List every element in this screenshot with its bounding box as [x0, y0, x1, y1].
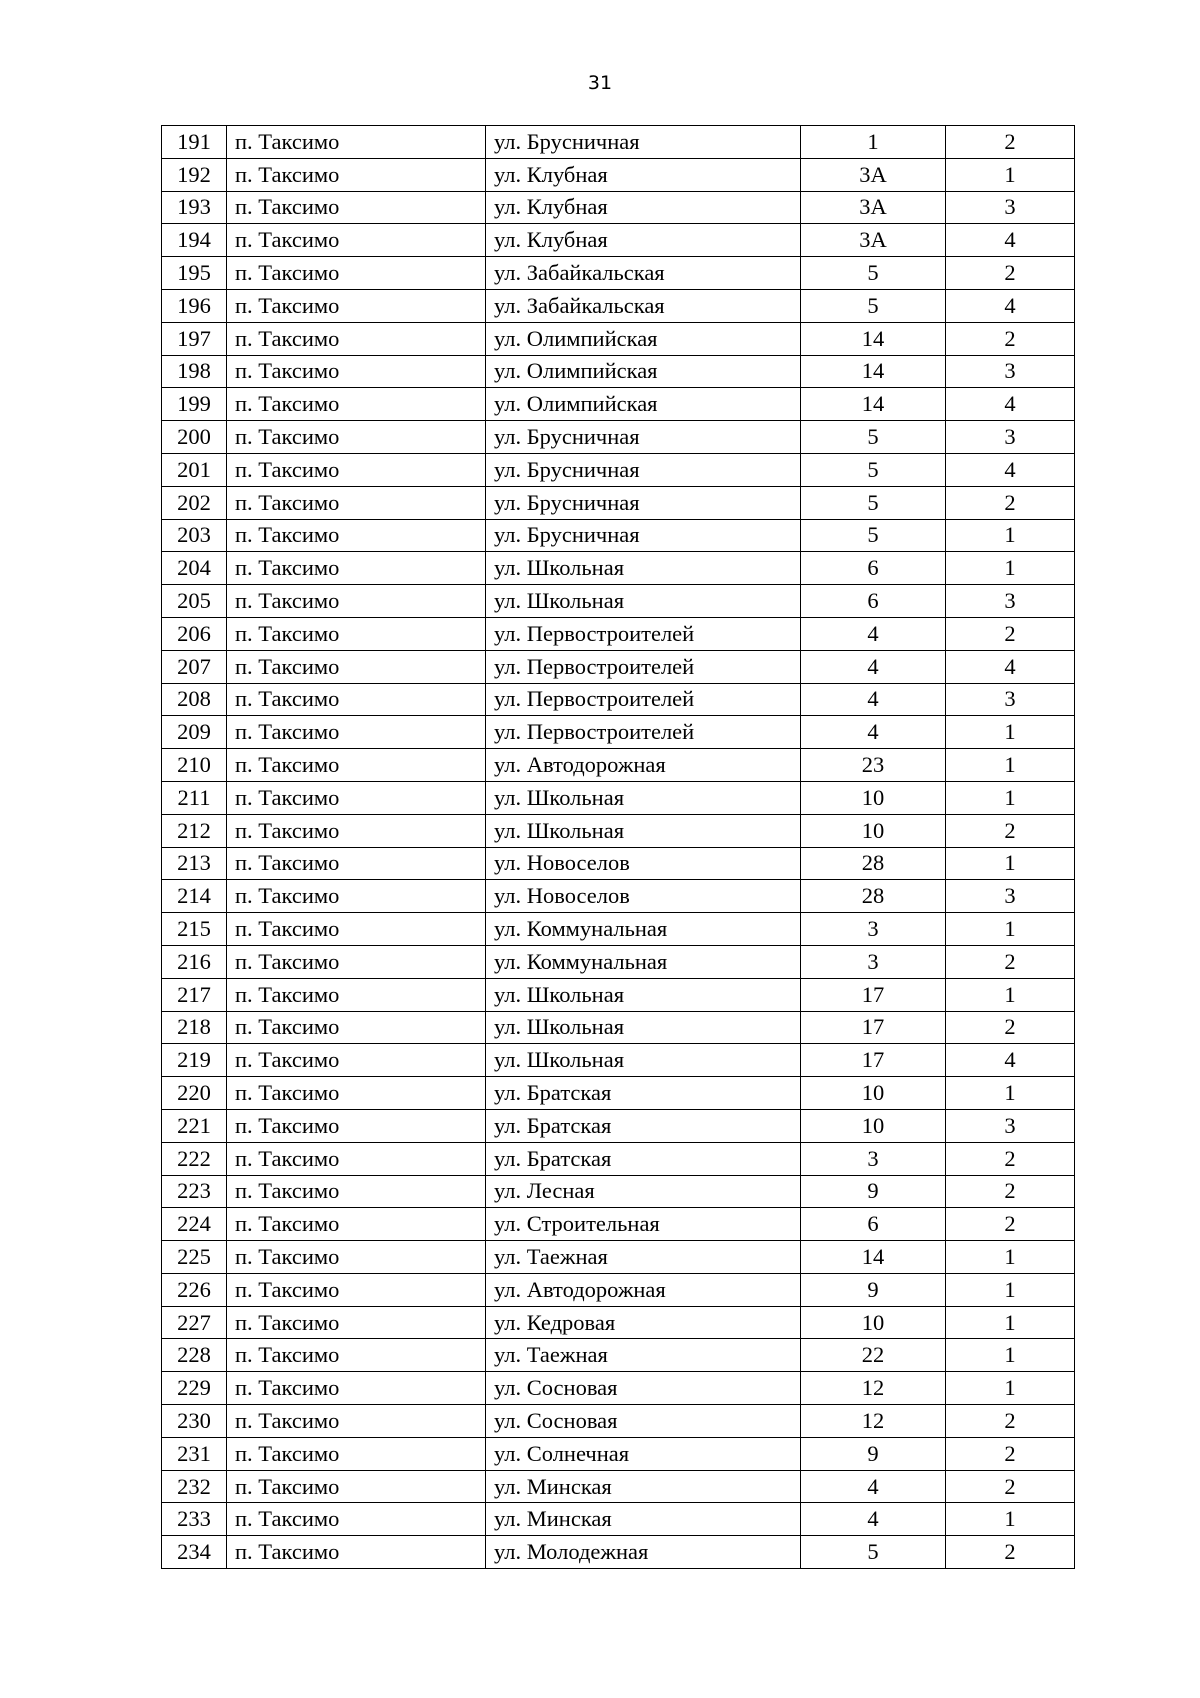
- row-number-cell: 206: [162, 617, 227, 650]
- settlement-cell: п. Таксимо: [227, 1372, 486, 1405]
- settlement-cell: п. Таксимо: [227, 421, 486, 454]
- street-cell: ул. Клубная: [486, 224, 801, 257]
- settlement-cell: п. Таксимо: [227, 781, 486, 814]
- settlement-cell: п. Таксимо: [227, 1273, 486, 1306]
- row-number-cell: 191: [162, 126, 227, 159]
- street-cell: ул. Клубная: [486, 191, 801, 224]
- house-number-cell: 6: [801, 1208, 946, 1241]
- street-cell: ул. Братская: [486, 1109, 801, 1142]
- entrance-cell: 1: [946, 519, 1075, 552]
- entrance-cell: 2: [946, 1437, 1075, 1470]
- settlement-cell: п. Таксимо: [227, 1339, 486, 1372]
- row-number-cell: 200: [162, 421, 227, 454]
- house-number-cell: 28: [801, 880, 946, 913]
- settlement-cell: п. Таксимо: [227, 847, 486, 880]
- house-number-cell: 5: [801, 421, 946, 454]
- row-number-cell: 218: [162, 1011, 227, 1044]
- settlement-cell: п. Таксимо: [227, 1241, 486, 1274]
- street-cell: ул. Первостроителей: [486, 716, 801, 749]
- house-number-cell: 3: [801, 1142, 946, 1175]
- table-row: [162, 617, 1075, 650]
- settlement-cell: п. Таксимо: [227, 289, 486, 322]
- street-cell: ул. Новоселов: [486, 847, 801, 880]
- table-row: [162, 716, 1075, 749]
- house-number-cell: 5: [801, 1536, 946, 1569]
- street-cell: ул. Брусничная: [486, 126, 801, 159]
- street-cell: ул. Олимпийская: [486, 322, 801, 355]
- house-number-cell: 3А: [801, 224, 946, 257]
- street-cell: ул. Таежная: [486, 1339, 801, 1372]
- entrance-cell: 2: [946, 322, 1075, 355]
- entrance-cell: 2: [946, 1208, 1075, 1241]
- page-number: 31: [587, 72, 613, 94]
- row-number-cell: 221: [162, 1109, 227, 1142]
- entrance-cell: 1: [946, 1077, 1075, 1110]
- table-row: [162, 1536, 1075, 1569]
- house-number-cell: 5: [801, 486, 946, 519]
- entrance-cell: 3: [946, 355, 1075, 388]
- house-number-cell: 5: [801, 519, 946, 552]
- table-row: [162, 1109, 1075, 1142]
- house-number-cell: 3А: [801, 191, 946, 224]
- settlement-cell: п. Таксимо: [227, 552, 486, 585]
- table-row: [162, 552, 1075, 585]
- entrance-cell: 2: [946, 1175, 1075, 1208]
- settlement-cell: п. Таксимо: [227, 388, 486, 421]
- house-number-cell: 22: [801, 1339, 946, 1372]
- table-row: [162, 1142, 1075, 1175]
- street-cell: ул. Школьная: [486, 1044, 801, 1077]
- street-cell: ул. Сосновая: [486, 1405, 801, 1438]
- row-number-cell: 227: [162, 1306, 227, 1339]
- entrance-cell: 4: [946, 1044, 1075, 1077]
- house-number-cell: 14: [801, 388, 946, 421]
- settlement-cell: п. Таксимо: [227, 322, 486, 355]
- entrance-cell: 3: [946, 880, 1075, 913]
- settlement-cell: п. Таксимо: [227, 1142, 486, 1175]
- street-cell: ул. Первостроителей: [486, 617, 801, 650]
- row-number-cell: 207: [162, 650, 227, 683]
- row-number-cell: 219: [162, 1044, 227, 1077]
- settlement-cell: п. Таксимо: [227, 453, 486, 486]
- entrance-cell: 1: [946, 158, 1075, 191]
- table-row: [162, 1339, 1075, 1372]
- house-number-cell: 14: [801, 355, 946, 388]
- row-number-cell: 214: [162, 880, 227, 913]
- entrance-cell: 4: [946, 224, 1075, 257]
- house-number-cell: 14: [801, 322, 946, 355]
- table-row: [162, 1273, 1075, 1306]
- entrance-cell: 1: [946, 1241, 1075, 1274]
- table-row: [162, 1077, 1075, 1110]
- entrance-cell: 1: [946, 1372, 1075, 1405]
- street-cell: ул. Школьная: [486, 814, 801, 847]
- row-number-cell: 212: [162, 814, 227, 847]
- settlement-cell: п. Таксимо: [227, 126, 486, 159]
- house-number-cell: 12: [801, 1372, 946, 1405]
- settlement-cell: п. Таксимо: [227, 585, 486, 618]
- house-number-cell: 14: [801, 1241, 946, 1274]
- street-cell: ул. Новоселов: [486, 880, 801, 913]
- street-cell: ул. Молодежная: [486, 1536, 801, 1569]
- house-number-cell: 10: [801, 1109, 946, 1142]
- row-number-cell: 217: [162, 978, 227, 1011]
- table-row: [162, 650, 1075, 683]
- settlement-cell: п. Таксимо: [227, 683, 486, 716]
- house-number-cell: 28: [801, 847, 946, 880]
- row-number-cell: 215: [162, 913, 227, 946]
- entrance-cell: 1: [946, 1503, 1075, 1536]
- table-row: [162, 289, 1075, 322]
- settlement-cell: п. Таксимо: [227, 814, 486, 847]
- street-cell: ул. Строительная: [486, 1208, 801, 1241]
- row-number-cell: 220: [162, 1077, 227, 1110]
- settlement-cell: п. Таксимо: [227, 1044, 486, 1077]
- row-number-cell: 205: [162, 585, 227, 618]
- street-cell: ул. Брусничная: [486, 421, 801, 454]
- entrance-cell: 1: [946, 781, 1075, 814]
- row-number-cell: 199: [162, 388, 227, 421]
- settlement-cell: п. Таксимо: [227, 1405, 486, 1438]
- table-row: [162, 388, 1075, 421]
- street-cell: ул. Автодорожная: [486, 749, 801, 782]
- house-number-cell: 1: [801, 126, 946, 159]
- settlement-cell: п. Таксимо: [227, 519, 486, 552]
- settlement-cell: п. Таксимо: [227, 257, 486, 290]
- street-cell: ул. Таежная: [486, 1241, 801, 1274]
- settlement-cell: п. Таксимо: [227, 945, 486, 978]
- settlement-cell: п. Таксимо: [227, 224, 486, 257]
- street-cell: ул. Автодорожная: [486, 1273, 801, 1306]
- house-number-cell: 10: [801, 1306, 946, 1339]
- house-number-cell: 4: [801, 683, 946, 716]
- house-number-cell: 17: [801, 1011, 946, 1044]
- entrance-cell: 3: [946, 585, 1075, 618]
- entrance-cell: 3: [946, 191, 1075, 224]
- street-cell: ул. Сосновая: [486, 1372, 801, 1405]
- house-number-cell: 10: [801, 1077, 946, 1110]
- row-number-cell: 203: [162, 519, 227, 552]
- settlement-cell: п. Таксимо: [227, 1109, 486, 1142]
- table-row: [162, 1011, 1075, 1044]
- street-cell: ул. Брусничная: [486, 519, 801, 552]
- row-number-cell: 198: [162, 355, 227, 388]
- table-row: [162, 224, 1075, 257]
- settlement-cell: п. Таксимо: [227, 486, 486, 519]
- table-row: [162, 1437, 1075, 1470]
- settlement-cell: п. Таксимо: [227, 880, 486, 913]
- table-row: [162, 486, 1075, 519]
- table-row: [162, 519, 1075, 552]
- house-number-cell: 17: [801, 1044, 946, 1077]
- entrance-cell: 1: [946, 1273, 1075, 1306]
- street-cell: ул. Олимпийская: [486, 388, 801, 421]
- settlement-cell: п. Таксимо: [227, 1077, 486, 1110]
- table-row: [162, 585, 1075, 618]
- table-row: [162, 1241, 1075, 1274]
- settlement-cell: п. Таксимо: [227, 158, 486, 191]
- settlement-cell: п. Таксимо: [227, 913, 486, 946]
- house-number-cell: 4: [801, 1470, 946, 1503]
- settlement-cell: п. Таксимо: [227, 1011, 486, 1044]
- street-cell: ул. Коммунальная: [486, 913, 801, 946]
- table-row: [162, 158, 1075, 191]
- entrance-cell: 4: [946, 453, 1075, 486]
- entrance-cell: 1: [946, 552, 1075, 585]
- settlement-cell: п. Таксимо: [227, 1208, 486, 1241]
- settlement-cell: п. Таксимо: [227, 355, 486, 388]
- house-number-cell: 5: [801, 453, 946, 486]
- row-number-cell: 223: [162, 1175, 227, 1208]
- settlement-cell: п. Таксимо: [227, 191, 486, 224]
- table-row: [162, 683, 1075, 716]
- table-row: [162, 1208, 1075, 1241]
- house-number-cell: 3: [801, 913, 946, 946]
- house-number-cell: 4: [801, 1503, 946, 1536]
- entrance-cell: 2: [946, 126, 1075, 159]
- row-number-cell: 232: [162, 1470, 227, 1503]
- row-number-cell: 225: [162, 1241, 227, 1274]
- row-number-cell: 195: [162, 257, 227, 290]
- entrance-cell: 1: [946, 1339, 1075, 1372]
- street-cell: ул. Брусничная: [486, 453, 801, 486]
- house-number-cell: 10: [801, 814, 946, 847]
- row-number-cell: 234: [162, 1536, 227, 1569]
- entrance-cell: 1: [946, 749, 1075, 782]
- street-cell: ул. Первостроителей: [486, 650, 801, 683]
- entrance-cell: 2: [946, 617, 1075, 650]
- house-number-cell: 3: [801, 945, 946, 978]
- table-row: [162, 322, 1075, 355]
- entrance-cell: 2: [946, 945, 1075, 978]
- table-row: [162, 421, 1075, 454]
- row-number-cell: 211: [162, 781, 227, 814]
- table-row: [162, 945, 1075, 978]
- street-cell: ул. Олимпийская: [486, 355, 801, 388]
- row-number-cell: 204: [162, 552, 227, 585]
- row-number-cell: 193: [162, 191, 227, 224]
- table-row: [162, 1175, 1075, 1208]
- entrance-cell: 2: [946, 486, 1075, 519]
- entrance-cell: 4: [946, 289, 1075, 322]
- row-number-cell: 197: [162, 322, 227, 355]
- row-number-cell: 226: [162, 1273, 227, 1306]
- house-number-cell: 9: [801, 1437, 946, 1470]
- settlement-cell: п. Таксимо: [227, 978, 486, 1011]
- table-row: [162, 257, 1075, 290]
- entrance-cell: 3: [946, 683, 1075, 716]
- house-number-cell: 12: [801, 1405, 946, 1438]
- row-number-cell: 202: [162, 486, 227, 519]
- street-cell: ул. Братская: [486, 1077, 801, 1110]
- table-row: [162, 814, 1075, 847]
- entrance-cell: 2: [946, 814, 1075, 847]
- street-cell: ул. Минская: [486, 1503, 801, 1536]
- house-number-cell: 4: [801, 716, 946, 749]
- street-cell: ул. Школьная: [486, 978, 801, 1011]
- street-cell: ул. Брусничная: [486, 486, 801, 519]
- table-row: [162, 1044, 1075, 1077]
- table-row: [162, 880, 1075, 913]
- house-number-cell: 23: [801, 749, 946, 782]
- street-cell: ул. Школьная: [486, 781, 801, 814]
- table-row: [162, 126, 1075, 159]
- row-number-cell: 228: [162, 1339, 227, 1372]
- entrance-cell: 1: [946, 716, 1075, 749]
- entrance-cell: 2: [946, 1405, 1075, 1438]
- settlement-cell: п. Таксимо: [227, 1437, 486, 1470]
- settlement-cell: п. Таксимо: [227, 650, 486, 683]
- row-number-cell: 231: [162, 1437, 227, 1470]
- table-row: [162, 913, 1075, 946]
- settlement-cell: п. Таксимо: [227, 1306, 486, 1339]
- entrance-cell: 2: [946, 1536, 1075, 1569]
- entrance-cell: 2: [946, 1011, 1075, 1044]
- street-cell: ул. Кедровая: [486, 1306, 801, 1339]
- row-number-cell: 222: [162, 1142, 227, 1175]
- street-cell: ул. Школьная: [486, 552, 801, 585]
- row-number-cell: 230: [162, 1405, 227, 1438]
- settlement-cell: п. Таксимо: [227, 1175, 486, 1208]
- table-row: [162, 978, 1075, 1011]
- street-cell: ул. Лесная: [486, 1175, 801, 1208]
- table-row: [162, 355, 1075, 388]
- row-number-cell: 233: [162, 1503, 227, 1536]
- entrance-cell: 1: [946, 978, 1075, 1011]
- settlement-cell: п. Таксимо: [227, 617, 486, 650]
- house-number-cell: 4: [801, 650, 946, 683]
- settlement-cell: п. Таксимо: [227, 1503, 486, 1536]
- table-row: [162, 847, 1075, 880]
- entrance-cell: 1: [946, 1306, 1075, 1339]
- address-table: [161, 125, 1075, 1569]
- settlement-cell: п. Таксимо: [227, 749, 486, 782]
- entrance-cell: 3: [946, 1109, 1075, 1142]
- house-number-cell: 6: [801, 552, 946, 585]
- settlement-cell: п. Таксимо: [227, 1536, 486, 1569]
- row-number-cell: 213: [162, 847, 227, 880]
- entrance-cell: 1: [946, 913, 1075, 946]
- entrance-cell: 4: [946, 388, 1075, 421]
- street-cell: ул. Коммунальная: [486, 945, 801, 978]
- settlement-cell: п. Таксимо: [227, 716, 486, 749]
- entrance-cell: 2: [946, 257, 1075, 290]
- house-number-cell: 9: [801, 1175, 946, 1208]
- row-number-cell: 216: [162, 945, 227, 978]
- house-number-cell: 9: [801, 1273, 946, 1306]
- house-number-cell: 5: [801, 257, 946, 290]
- row-number-cell: 196: [162, 289, 227, 322]
- entrance-cell: 2: [946, 1470, 1075, 1503]
- row-number-cell: 210: [162, 749, 227, 782]
- entrance-cell: 2: [946, 1142, 1075, 1175]
- street-cell: ул. Солнечная: [486, 1437, 801, 1470]
- street-cell: ул. Школьная: [486, 585, 801, 618]
- table-row: [162, 1405, 1075, 1438]
- table-row: [162, 1470, 1075, 1503]
- house-number-cell: 10: [801, 781, 946, 814]
- table-row: [162, 191, 1075, 224]
- row-number-cell: 201: [162, 453, 227, 486]
- table-row: [162, 453, 1075, 486]
- street-cell: ул. Забайкальская: [486, 289, 801, 322]
- street-cell: ул. Братская: [486, 1142, 801, 1175]
- table-row: [162, 1503, 1075, 1536]
- house-number-cell: 4: [801, 617, 946, 650]
- street-cell: ул. Школьная: [486, 1011, 801, 1044]
- table-row: [162, 1306, 1075, 1339]
- entrance-cell: 4: [946, 650, 1075, 683]
- row-number-cell: 192: [162, 158, 227, 191]
- row-number-cell: 194: [162, 224, 227, 257]
- entrance-cell: 3: [946, 421, 1075, 454]
- house-number-cell: 5: [801, 289, 946, 322]
- table-row: [162, 749, 1075, 782]
- street-cell: ул. Клубная: [486, 158, 801, 191]
- row-number-cell: 229: [162, 1372, 227, 1405]
- row-number-cell: 208: [162, 683, 227, 716]
- settlement-cell: п. Таксимо: [227, 1470, 486, 1503]
- table-row: [162, 781, 1075, 814]
- house-number-cell: 3А: [801, 158, 946, 191]
- street-cell: ул. Минская: [486, 1470, 801, 1503]
- row-number-cell: 224: [162, 1208, 227, 1241]
- entrance-cell: 1: [946, 847, 1075, 880]
- table-row: [162, 1372, 1075, 1405]
- row-number-cell: 209: [162, 716, 227, 749]
- street-cell: ул. Первостроителей: [486, 683, 801, 716]
- street-cell: ул. Забайкальская: [486, 257, 801, 290]
- house-number-cell: 17: [801, 978, 946, 1011]
- house-number-cell: 6: [801, 585, 946, 618]
- table-body: [162, 126, 1075, 1569]
